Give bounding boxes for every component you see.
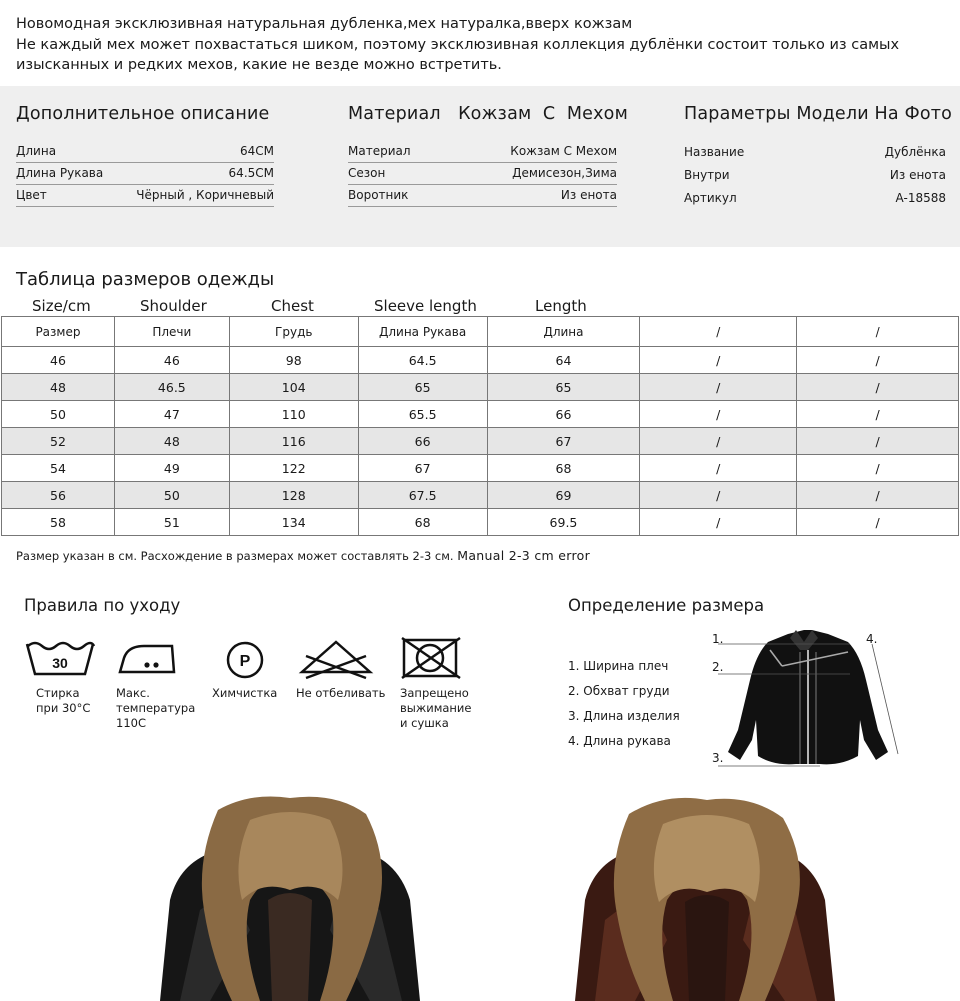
size-cell: / bbox=[797, 401, 959, 428]
size-cell: 46 bbox=[2, 347, 115, 374]
size-cell: 104 bbox=[229, 374, 358, 401]
spec-column-description bbox=[16, 104, 274, 207]
spec-label: Артикул bbox=[684, 191, 737, 205]
size-cell: 49 bbox=[114, 455, 229, 482]
size-cell: 46.5 bbox=[114, 374, 229, 401]
size-cell: 52 bbox=[2, 428, 115, 455]
en-header-chest: Chest bbox=[271, 297, 314, 315]
size-cell: 68 bbox=[358, 509, 487, 536]
size-cell: 48 bbox=[114, 428, 229, 455]
spec-title-model: Параметры Модели На Фото bbox=[684, 104, 953, 124]
spec-label: Цвет bbox=[16, 188, 47, 202]
specs-panel bbox=[0, 86, 960, 247]
size-cell: / bbox=[797, 455, 959, 482]
en-header-size: Size/cm bbox=[32, 297, 91, 315]
size-cell: / bbox=[640, 428, 797, 455]
header-cell: Длина bbox=[487, 317, 640, 347]
header-cell: Грудь bbox=[229, 317, 358, 347]
size-cell: / bbox=[640, 347, 797, 374]
size-cell: / bbox=[797, 509, 959, 536]
spec-title-description: Дополнительное описание bbox=[16, 104, 270, 124]
header-cell: Длина Рукава bbox=[358, 317, 487, 347]
size-cell: 116 bbox=[229, 428, 358, 455]
size-cell: 56 bbox=[2, 482, 115, 509]
spec-column-model bbox=[684, 104, 953, 210]
product-photo-brown bbox=[555, 790, 855, 1001]
size-table-header-row bbox=[2, 317, 959, 347]
size-cell: / bbox=[640, 482, 797, 509]
dry-clean-letter: P bbox=[239, 653, 251, 670]
care-item-dry bbox=[400, 636, 471, 731]
care-item-dryclean bbox=[212, 636, 277, 701]
header-cell: / bbox=[797, 317, 959, 347]
size-table-row bbox=[2, 374, 959, 401]
spec-row bbox=[684, 187, 946, 210]
spec-label: Название bbox=[684, 145, 745, 159]
product-photo-black bbox=[140, 790, 440, 1001]
intro-description: Не каждый мех может похвастаться шиком, поэтому эксклюзивная коллекция дублёнки состоит только из самых изысканных и редких мехов, какие не везде можно встретить. bbox=[16, 36, 900, 73]
size-cell: / bbox=[797, 347, 959, 374]
size-cell: 67 bbox=[358, 455, 487, 482]
spec-row bbox=[684, 141, 946, 164]
size-note-en: Manual 2-3 cm error bbox=[457, 548, 591, 563]
en-header-shoulder: Shoulder bbox=[140, 297, 207, 315]
care-label: 110С bbox=[116, 716, 146, 730]
spec-label: Воротник bbox=[348, 188, 409, 202]
size-cell: 69.5 bbox=[487, 509, 640, 536]
spec-row bbox=[684, 164, 946, 187]
size-cell: 47 bbox=[114, 401, 229, 428]
size-cell: 128 bbox=[229, 482, 358, 509]
spec-row bbox=[16, 185, 274, 207]
product-intro bbox=[16, 14, 946, 76]
spec-value: Демисезон,Зима bbox=[512, 166, 617, 180]
spec-label: Материал bbox=[348, 144, 411, 158]
size-cell: 134 bbox=[229, 509, 358, 536]
care-item-iron bbox=[116, 636, 195, 731]
spec-value: Чёрный , Коричневый bbox=[136, 188, 274, 202]
care-label: Стирка bbox=[36, 686, 80, 700]
spec-column-material bbox=[348, 104, 628, 207]
spec-row bbox=[16, 163, 274, 185]
measure-list bbox=[568, 659, 680, 759]
spec-value: Кожзам С Мехом bbox=[510, 144, 617, 158]
no-bleach-icon bbox=[296, 636, 376, 680]
size-cell: 50 bbox=[2, 401, 115, 428]
header-cell: Плечи bbox=[114, 317, 229, 347]
size-cell: 68 bbox=[487, 455, 640, 482]
size-cell: 54 bbox=[2, 455, 115, 482]
care-label: Запрещено bbox=[400, 686, 469, 700]
size-table-title: Таблица размеров одежды bbox=[16, 269, 275, 290]
measure-label-4: 4. bbox=[866, 632, 878, 646]
care-item-wash bbox=[24, 636, 96, 716]
spec-label: Сезон bbox=[348, 166, 386, 180]
measure-item: 1. Ширина плеч bbox=[568, 659, 669, 673]
measure-title: Определение размера bbox=[568, 596, 765, 615]
spec-row bbox=[348, 141, 617, 163]
spec-row bbox=[16, 141, 274, 163]
spec-value: Из енота bbox=[560, 188, 617, 202]
jacket-diagram bbox=[700, 620, 910, 780]
size-cell: 50 bbox=[114, 482, 229, 509]
size-cell: / bbox=[640, 509, 797, 536]
size-cell: 65.5 bbox=[358, 401, 487, 428]
size-table-row bbox=[2, 482, 959, 509]
size-note bbox=[16, 548, 590, 563]
measure-item: 3. Длина изделия bbox=[568, 709, 680, 723]
care-label: Макс. bbox=[116, 686, 150, 700]
spec-value: 64CM bbox=[239, 144, 274, 158]
spec-label: Длина bbox=[16, 144, 57, 158]
size-table-body bbox=[2, 317, 959, 536]
size-table-row bbox=[2, 509, 959, 536]
size-cell: 66 bbox=[358, 428, 487, 455]
wash-temperature: 30 bbox=[52, 655, 68, 671]
size-cell: 48 bbox=[2, 374, 115, 401]
size-table-row bbox=[2, 401, 959, 428]
size-table-row bbox=[2, 455, 959, 482]
size-cell: 64 bbox=[487, 347, 640, 374]
size-cell: / bbox=[640, 401, 797, 428]
size-cell: 98 bbox=[229, 347, 358, 374]
size-cell: 66 bbox=[487, 401, 640, 428]
size-cell: 110 bbox=[229, 401, 358, 428]
size-cell: / bbox=[797, 428, 959, 455]
size-cell: / bbox=[797, 374, 959, 401]
size-table bbox=[1, 316, 959, 536]
measure-item: 2. Обхват груди bbox=[568, 684, 670, 698]
spec-value: 64.5CM bbox=[228, 166, 274, 180]
wash-30-icon bbox=[24, 636, 96, 680]
en-header-length: Length bbox=[535, 297, 587, 315]
size-cell: / bbox=[640, 455, 797, 482]
size-cell: 67.5 bbox=[358, 482, 487, 509]
size-cell: 65 bbox=[487, 374, 640, 401]
intro-headline: Новомодная эксклюзивная натуральная дубленка,мех натуралка,вверх кожзам bbox=[16, 16, 633, 32]
spec-title-material: Материал Кожзам С Мехом bbox=[348, 104, 628, 124]
dry-clean-icon bbox=[212, 636, 272, 680]
measure-label-3: 3. bbox=[712, 751, 724, 765]
spec-row bbox=[348, 163, 617, 185]
measure-label-2: 2. bbox=[712, 660, 724, 674]
spec-value: Из енота bbox=[889, 168, 946, 182]
size-table-row bbox=[2, 347, 959, 374]
care-label: температура bbox=[116, 701, 196, 715]
size-cell: 65 bbox=[358, 374, 487, 401]
size-cell: 58 bbox=[2, 509, 115, 536]
size-cell: 122 bbox=[229, 455, 358, 482]
header-cell: Размер bbox=[2, 317, 115, 347]
care-label: Химчистка bbox=[212, 686, 278, 700]
en-header-sleeve: Sleeve length bbox=[374, 297, 477, 315]
size-cell: 69 bbox=[487, 482, 640, 509]
measure-label-1: 1. bbox=[712, 632, 724, 646]
size-cell: 51 bbox=[114, 509, 229, 536]
size-cell: 46 bbox=[114, 347, 229, 374]
spec-value: Дублёнка bbox=[884, 145, 946, 159]
no-tumble-dry-icon bbox=[400, 636, 462, 680]
spec-value: A-18588 bbox=[895, 191, 946, 205]
spec-row bbox=[348, 185, 617, 207]
care-title: Правила по уходу bbox=[24, 596, 181, 615]
care-label: и сушка bbox=[400, 716, 449, 730]
care-label: Не отбеливать bbox=[296, 686, 386, 700]
care-item-bleach bbox=[296, 636, 385, 701]
size-cell: 67 bbox=[487, 428, 640, 455]
size-cell: / bbox=[797, 482, 959, 509]
size-cell: 64.5 bbox=[358, 347, 487, 374]
spec-label: Внутри bbox=[684, 168, 730, 182]
spec-label: Длина Рукава bbox=[16, 166, 104, 180]
size-note-ru: Размер указан в см. Расхождение в размерах может составлять 2-3 см. bbox=[16, 549, 454, 563]
header-cell: / bbox=[640, 317, 797, 347]
care-label: выжимание bbox=[400, 701, 472, 715]
iron-icon bbox=[116, 636, 178, 680]
care-label: при 30°C bbox=[36, 701, 91, 715]
measure-item: 4. Длина рукава bbox=[568, 734, 671, 748]
size-table-row bbox=[2, 428, 959, 455]
size-cell: / bbox=[640, 374, 797, 401]
